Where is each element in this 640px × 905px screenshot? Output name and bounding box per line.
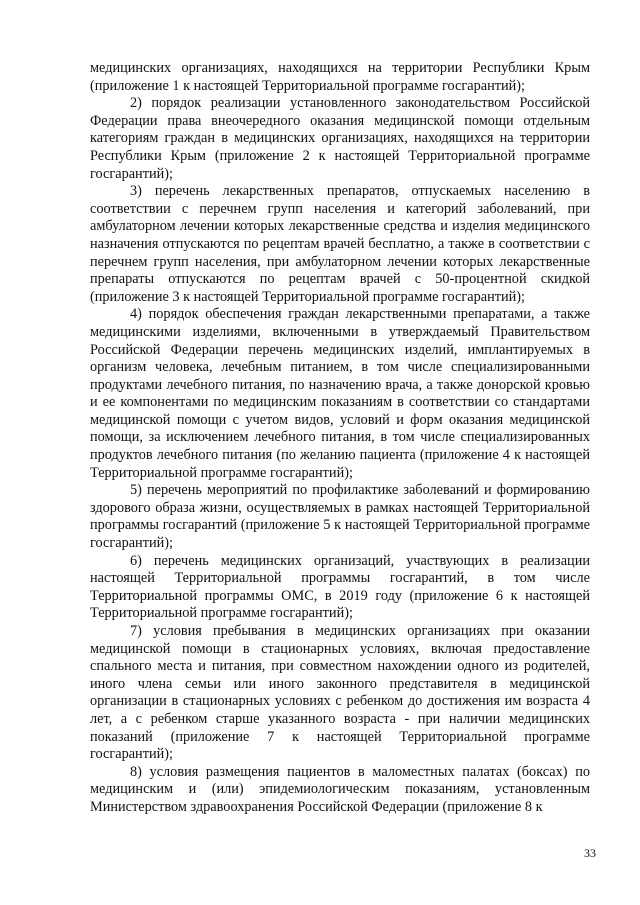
paragraph-3: 3) перечень лекарственных препаратов, отпускаемых населению в соответствии с перечнем групп населения и категорий заболеваний, при амбулаторном лечении которых лекарственные средства и изделия медицинского назначения отпускаются по рецептам врачей бесплатно, а также в соответствии с перечнем групп населения, при амбулаторном лечении которых лекарственные препараты отпускаются по рецептам врачей с 50-процентной скидкой (приложение 3 к настоящей Территориальной программе госгарантий); — [90, 183, 590, 305]
paragraph-1-continuation: медицинских организациях, находящихся на территории Республики Крым (приложение 1 к настоящей Территориальной программе госгарантий); — [90, 60, 590, 94]
document-body — [90, 60, 590, 817]
paragraph-7: 7) условия пребывания в медицинских организациях при оказании медицинской помощи в стационарных условиях, включая предоставление спального места и питания, при совместном нахождении одного из родителей, иного члена семьи или иного законного представителя в медицинской организации в стационарных условиях с ребенком до достижения им возраста 4 лет, а с ребенком старше указанного возраста - при наличии медицинских показаний (приложение 7 к настоящей Территориальной программе госгарантий); — [90, 623, 590, 763]
paragraph-2: 2) порядок реализации установленного законодательством Российской Федерации права внеочередного оказания медицинской помощи отдельным категориям граждан в медицинских организациях, находящихся на территории Республики Крым (приложение 2 к настоящей Территориальной программе госгарантий); — [90, 95, 590, 182]
paragraph-6: 6) перечень медицинских организаций, участвующих в реализации настоящей Территориальной программы госгарантий, в том числе Территориальной программы ОМС, в 2019 году (приложение 6 к настоящей Территориальной программе госгарантий); — [90, 552, 590, 622]
paragraph-4: 4) порядок обеспечения граждан лекарственными препаратами, а также медицинскими изделиями, включенными в утверждаемый Правительством Российской Федерации перечень медицинских изделий, имплантируемых в организм человека, лечебным питанием, в том числе специализированными продуктами лечебного питания, по назначению врача, а также донорской кровью и ее компонентами по медицинским показаниям в соответствии со стандартами медицинской помощи с учетом видов, условий и форм оказания медицинской помощи, за исключением лечебного питания, в том числе специализированных продуктов лечебного питания (по желанию пациента (приложение 4 к настоящей Территориальной программе госгарантий); — [90, 306, 590, 481]
page-number: 33 — [584, 846, 596, 860]
paragraph-5: 5) перечень мероприятий по профилактике заболеваний и формированию здорового образа жизни, осуществляемых в рамках настоящей Территориальной программы госгарантий (приложение 5 к настоящей Территориальной программе госгарантий); — [90, 482, 590, 552]
paragraph-8: 8) условия размещения пациентов в маломестных палатах (боксах) по медицинским и (или) эпидемиологическим показаниям, установленным Министерством здравоохранения Российской Федерации (приложение 8 к — [90, 763, 590, 815]
